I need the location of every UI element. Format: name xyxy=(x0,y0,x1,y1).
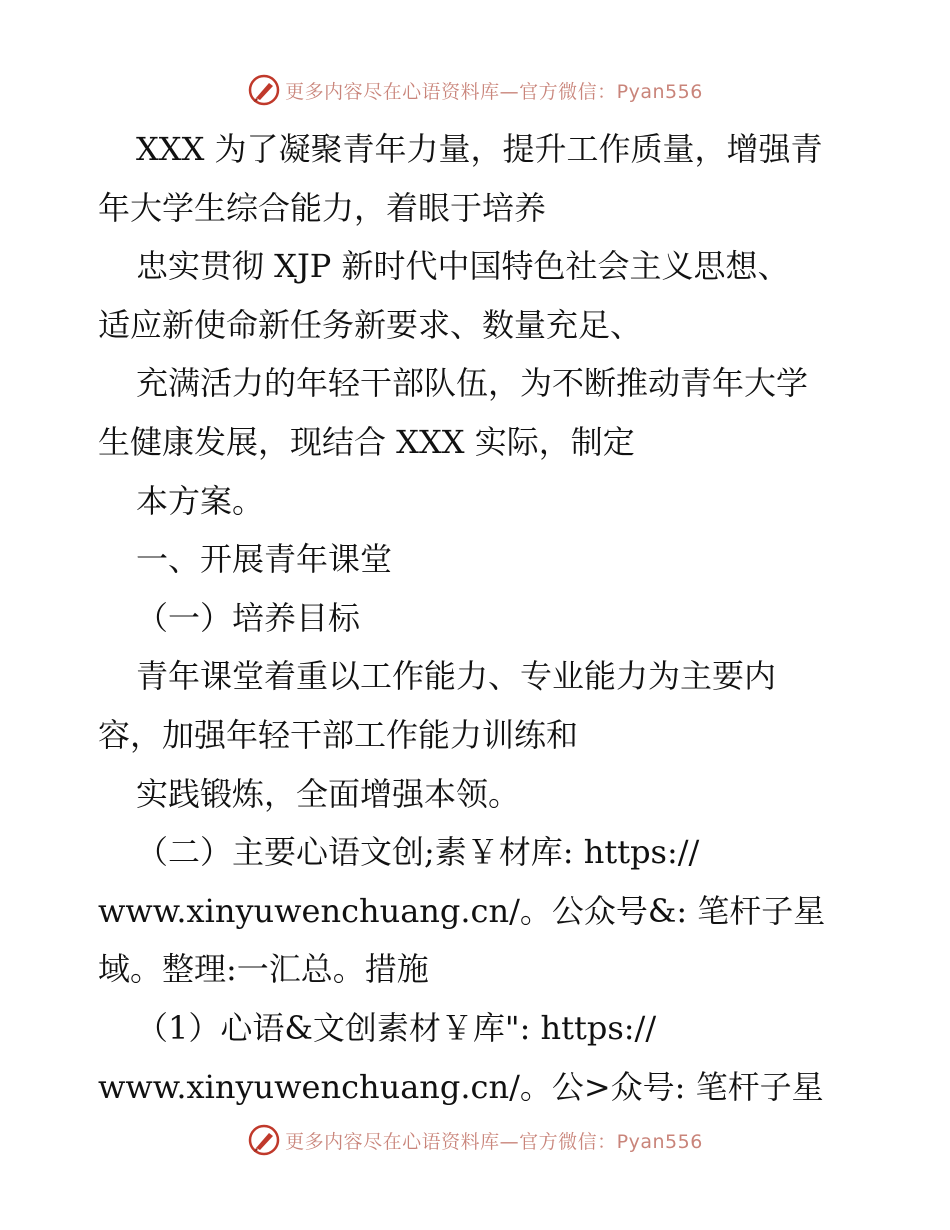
document-body xyxy=(98,120,858,1116)
footer-watermark-banner xyxy=(0,1120,950,1160)
paragraph-line: 青年课堂着重以工作能力、专业能力为主要内 xyxy=(136,657,777,696)
list-item: （1）心语&文创素材￥库": https:// xyxy=(136,1008,657,1047)
header-watermark-banner xyxy=(0,70,950,110)
paragraph-line: 生健康发展，现结合 XXX 实际，制定 xyxy=(98,422,635,461)
section-heading: 一、开展青年课堂 xyxy=(136,540,393,579)
paragraph-line: 年大学生综合能力，着眼于培养 xyxy=(98,188,547,227)
paragraph-line: 实践锻炼，全面增强本领。 xyxy=(136,774,521,813)
paragraph-line: www.xinyuwenchuang.cn/。公>众号: 笔杆子星 xyxy=(98,1067,824,1106)
paragraph-line: 本方案。 xyxy=(136,481,265,520)
paragraph-line: 充满活力的年轻干部队伍，为不断推动青年大学 xyxy=(136,364,809,403)
paragraph-line: 容，加强年轻干部工作能力训练和 xyxy=(98,715,579,754)
footer-watermark-text: 更多内容尽在心语资料库—官方微信：Pyan556 xyxy=(285,1130,703,1153)
paragraph-line: www.xinyuwenchuang.cn/。公众号&: 笔杆子星 xyxy=(98,891,826,930)
subsection-heading: （一）培养目标 xyxy=(136,598,361,637)
paragraph-line: XXX 为了凝聚青年力量，提升工作质量，增强青 xyxy=(136,130,823,168)
paragraph-line: 忠实贯彻 XJP 新时代中国特色社会主义思想、 xyxy=(136,247,790,286)
paragraph-line: 域。整理:一汇总。措施 xyxy=(98,950,429,989)
paragraph-line: 适应新使命新任务新要求、数量充足、 xyxy=(98,305,643,344)
pen-logo-icon xyxy=(247,73,281,107)
header-watermark-text: 更多内容尽在心语资料库—官方微信：Pyan556 xyxy=(285,80,703,103)
subsection-heading: （二）主要心语文创;素￥材库: https:// xyxy=(136,833,700,872)
pen-logo-icon xyxy=(247,1123,281,1157)
